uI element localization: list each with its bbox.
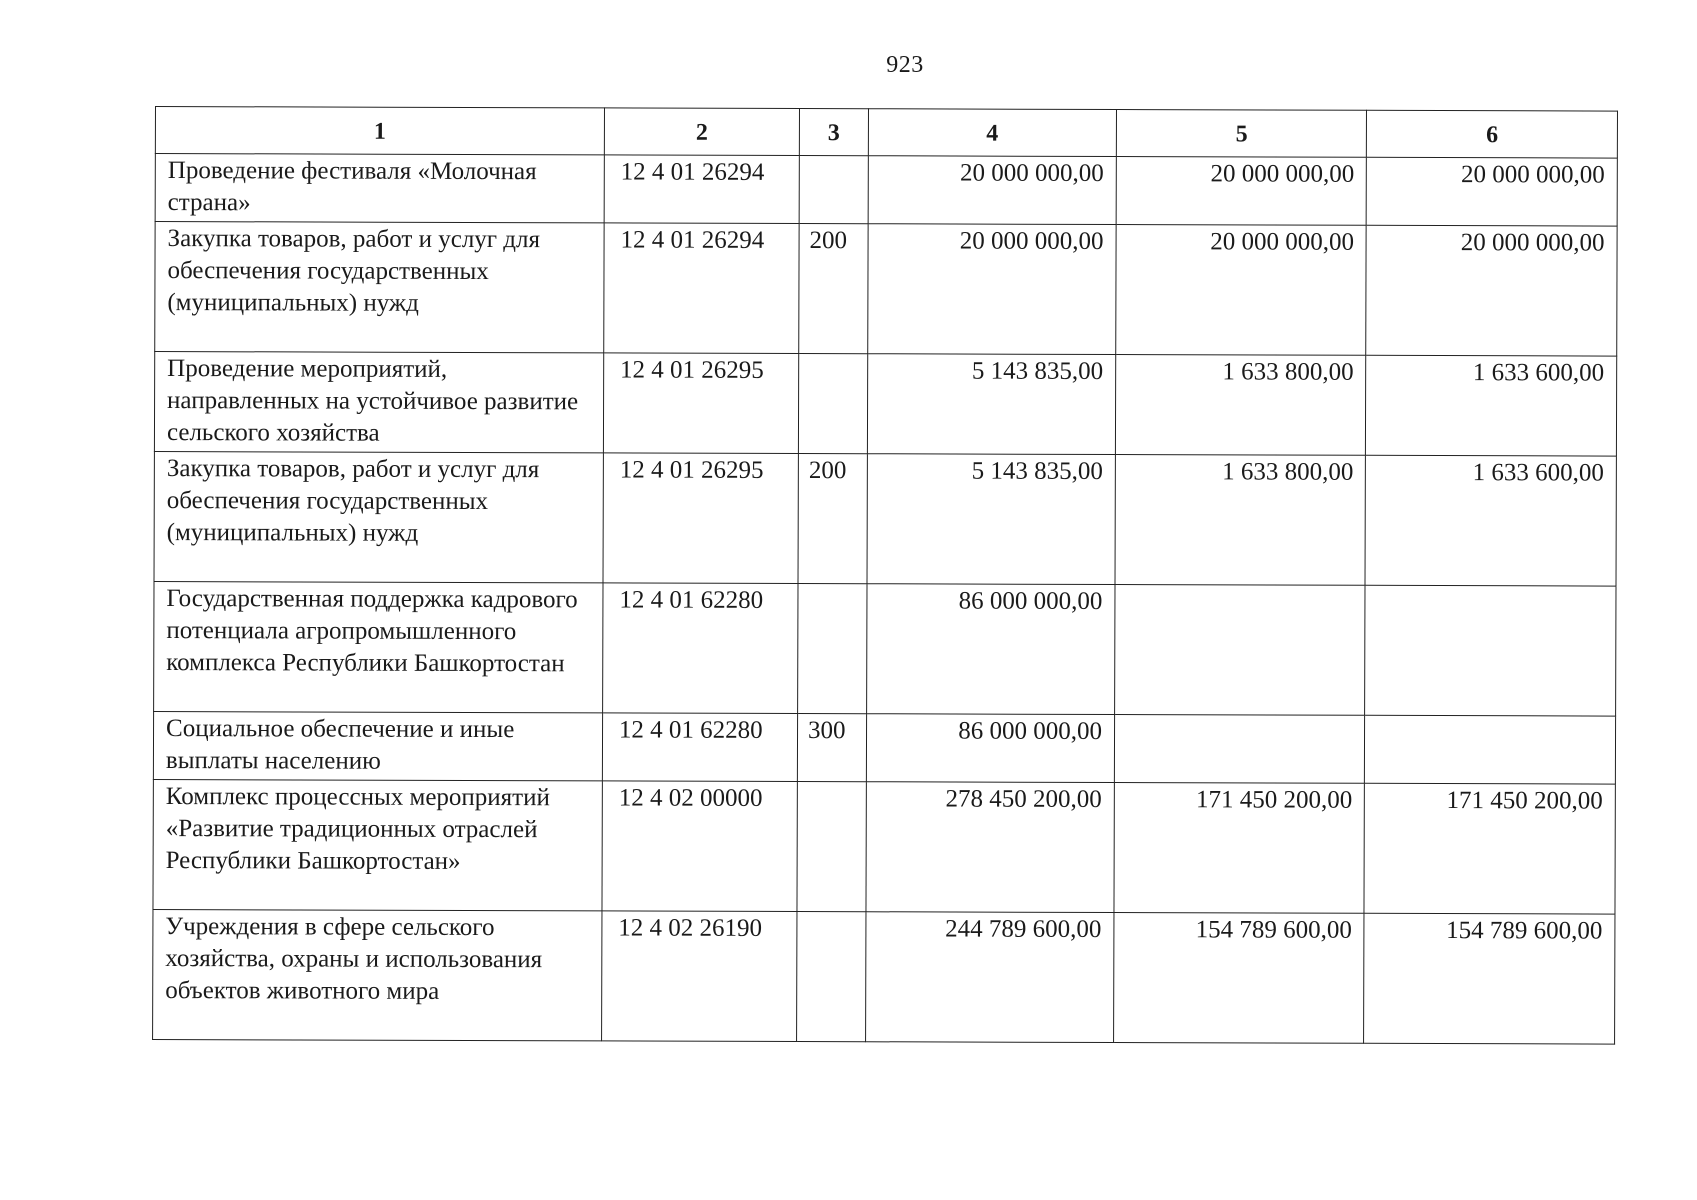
header-col-5: 5 [1116,110,1367,158]
row-value-6 [1365,715,1616,784]
row-value-5: 1 633 800,00 [1115,455,1366,586]
row-value-6: 171 450 200,00 [1364,783,1615,914]
row-type: 200 [798,454,867,584]
row-value-4: 20 000 000,00 [867,224,1116,355]
row-code: 12 4 01 26295 [603,353,798,454]
row-value-4: 278 450 200,00 [866,782,1115,913]
row-value-4: 5 143 835,00 [867,354,1116,455]
row-name: Учреждения в сфере сельского хозяйства, охраны и использования объектов животного мира [153,909,602,1040]
row-value-5: 171 450 200,00 [1114,783,1365,914]
row-value-5: 20 000 000,00 [1116,225,1367,356]
row-value-5: 20 000 000,00 [1116,157,1367,226]
header-col-1: 1 [155,107,604,155]
row-value-4: 20 000 000,00 [868,156,1116,225]
row-code: 12 4 01 62280 [603,583,798,714]
header-col-3: 3 [799,109,868,156]
row-name: Социальное обеспечение и иные выплаты населению [153,711,602,780]
row-value-6: 154 789 600,00 [1364,913,1615,1044]
row-value-6: 1 633 600,00 [1365,455,1616,586]
row-code: 12 4 01 26294 [604,155,799,224]
row-name: Закупка товаров, работ и услуг для обеспечения государственных (муниципальных) нужд [155,222,604,353]
table-row [153,909,1615,1044]
row-code: 12 4 01 62280 [602,713,797,782]
row-value-5: 1 633 800,00 [1115,355,1366,456]
table-body [153,154,1618,1045]
row-type [797,782,866,912]
row-type: 300 [797,714,866,782]
header-col-2: 2 [604,108,799,156]
row-code: 12 4 02 26190 [601,911,796,1042]
table-row [153,711,1615,784]
row-value-6: 1 633 600,00 [1366,355,1617,456]
row-value-5 [1115,585,1366,716]
row-code: 12 4 01 26295 [603,453,798,584]
row-type [798,354,867,454]
row-type [798,584,867,714]
row-value-6: 20 000 000,00 [1367,157,1618,226]
row-type [799,156,868,224]
row-name: Проведение фестиваля «Молочная страна» [155,154,604,223]
row-value-6: 20 000 000,00 [1366,225,1617,356]
row-code: 12 4 02 00000 [602,781,797,912]
row-value-5 [1114,715,1365,784]
row-type: 200 [799,224,868,354]
table-row [154,352,1616,457]
table-row [154,451,1616,586]
table-row [154,581,1616,716]
row-name: Проведение мероприятий, направленных на устойчивое развитие сельского хозяйства [154,352,603,453]
budget-table [152,106,1618,1045]
row-value-5: 154 789 600,00 [1114,913,1365,1044]
row-name: Государственная поддержка кадрового потенциала агропромышленного комплекса Республики Башкортостан [154,581,603,712]
table-row [153,779,1615,914]
row-type [797,912,866,1042]
row-value-6 [1365,585,1616,716]
row-name: Закупка товаров, работ и услуг для обеспечения государственных (муниципальных) нужд [154,451,603,582]
row-value-4: 86 000 000,00 [866,584,1115,715]
table-row [155,222,1617,357]
table-row [155,154,1617,227]
header-col-6: 6 [1367,110,1618,158]
row-name: Комплекс процессных мероприятий «Развитие традиционных отраслей Республики Башкортостан» [153,779,602,910]
header-row [155,107,1617,159]
row-code: 12 4 01 26294 [604,223,799,354]
row-value-4: 86 000 000,00 [866,714,1114,783]
table-header [155,107,1617,159]
page-number: 923 [886,52,924,78]
header-col-4: 4 [868,109,1116,157]
row-value-4: 244 789 600,00 [865,912,1114,1043]
row-value-4: 5 143 835,00 [867,454,1116,585]
